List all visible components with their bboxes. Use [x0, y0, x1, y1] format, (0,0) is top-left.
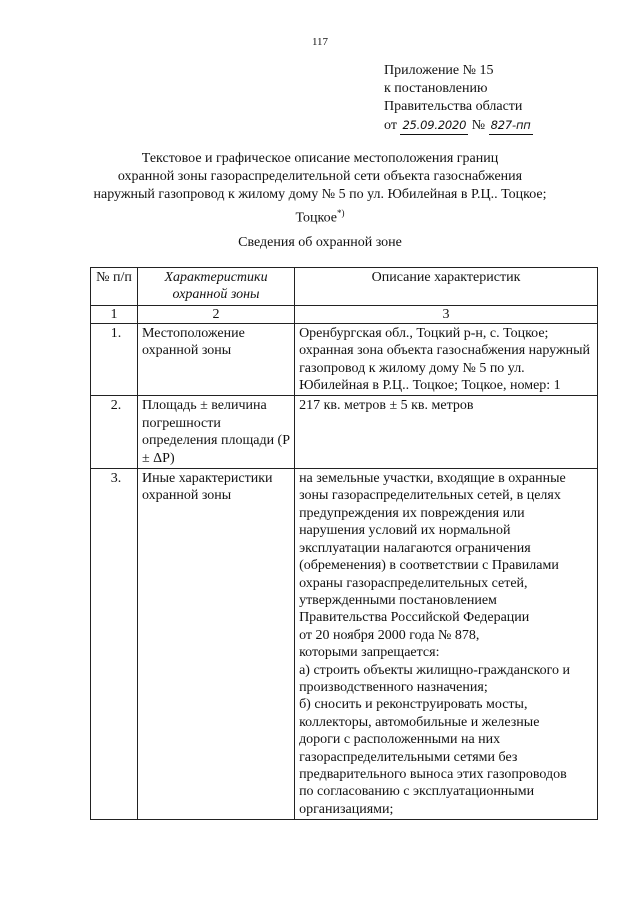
number-prefix: №	[471, 118, 486, 133]
footnote-mark: *)	[336, 208, 345, 218]
handwritten-number: 827-пп	[489, 116, 533, 135]
description-line: утвержденными постановлением	[299, 592, 497, 608]
header-description: Описание характеристик	[295, 268, 598, 306]
appendix-block	[384, 62, 533, 135]
description-line: от 20 ноября 2000 года № 878,	[299, 627, 480, 643]
page-number: 117	[311, 36, 329, 48]
description-line: нарушения условий их нормальной	[299, 523, 511, 539]
description-line: дороги с расположенными на них	[299, 732, 501, 748]
protection-zone-table	[90, 267, 598, 820]
title-line-1: Текстовое и графическое описание местоположения границ	[141, 151, 499, 166]
section-subtitle: Сведения об охранной зоне	[238, 235, 402, 250]
row-description: 217 кв. метров ± 5 кв. метров	[295, 396, 598, 469]
column-number-2: 2	[137, 305, 294, 323]
appendix-line-3: Правительства области	[384, 99, 523, 114]
handwritten-date: 25.09.2020	[400, 116, 468, 135]
title-line-2: охранной зоны газораспределительной сети объекта газоснабжения	[117, 169, 523, 184]
description-line: производственного назначения;	[299, 679, 488, 695]
column-number-1: 1	[91, 305, 138, 323]
description-line: б) сносить и реконструировать мосты,	[299, 697, 528, 713]
description-line: охраны газораспределительных сетей,	[299, 575, 528, 591]
title-line-3: наружный газопровод к жилому дому № 5 по ул. Юбилейная в Р.Ц.. Тоцкое;	[93, 187, 547, 202]
header-characteristic: Характеристики охранной зоны	[137, 268, 294, 306]
row-number: 1.	[91, 323, 138, 396]
appendix-line-1: Приложение № 15	[384, 63, 494, 78]
row-description: Оренбургская обл., Тоцкий р-н, с. Тоцкое; охранная зона объекта газоснабжения наружный газопровод к жилому дому № 5 по ул. Юбилейная в Р.Ц.. Тоцкое; Тоцкое, номер: 1	[295, 323, 598, 396]
document-title	[60, 150, 580, 228]
row-characteristic: Иные характеристики охранной зоны	[137, 469, 294, 820]
title-line-4-text: Тоцкое	[295, 210, 337, 226]
row-description	[295, 469, 598, 820]
description-line: коллекторы, автомобильные и железные	[299, 714, 540, 730]
description-line: предварительного выноса этих газопроводов	[299, 766, 567, 782]
row-number: 2.	[91, 396, 138, 469]
description-line: предупреждения их повреждения или	[299, 505, 525, 521]
description-line: эксплуатации налагаются ограничения	[299, 540, 531, 556]
description-line: зоны газораспределительных сетей, в целях	[299, 488, 561, 504]
row-characteristic: Местоположение охранной зоны	[137, 323, 294, 396]
appendix-date-line	[384, 116, 533, 135]
description-line: по согласованию с эксплуатационными	[299, 784, 535, 800]
row-number: 3.	[91, 469, 138, 820]
header-number: № п/п	[91, 268, 138, 306]
title-line-4	[60, 204, 580, 228]
description-line: на земельные участки, входящие в охранные	[299, 471, 566, 487]
description-line: Правительства Российской Федерации	[299, 610, 530, 626]
table-row	[91, 469, 598, 820]
description-line: а) строить объекты жилищно-гражданского и	[299, 662, 571, 678]
description-line: которыми запрещается:	[299, 645, 440, 661]
date-prefix: от	[384, 118, 397, 133]
column-number-row	[91, 305, 598, 323]
description-line: организациями;	[299, 801, 394, 817]
appendix-line-2: к постановлению	[384, 81, 488, 96]
description-line: газораспределительными сетями без	[299, 749, 518, 765]
column-number-3: 3	[295, 305, 598, 323]
table-row	[91, 396, 598, 469]
table-header-row	[91, 268, 598, 306]
description-line: (обременения) в соответствии с Правилами	[299, 558, 559, 574]
table-row	[91, 323, 598, 396]
row-characteristic: Площадь ± величина погрешности определения площади (P ± ΔP)	[137, 396, 294, 469]
